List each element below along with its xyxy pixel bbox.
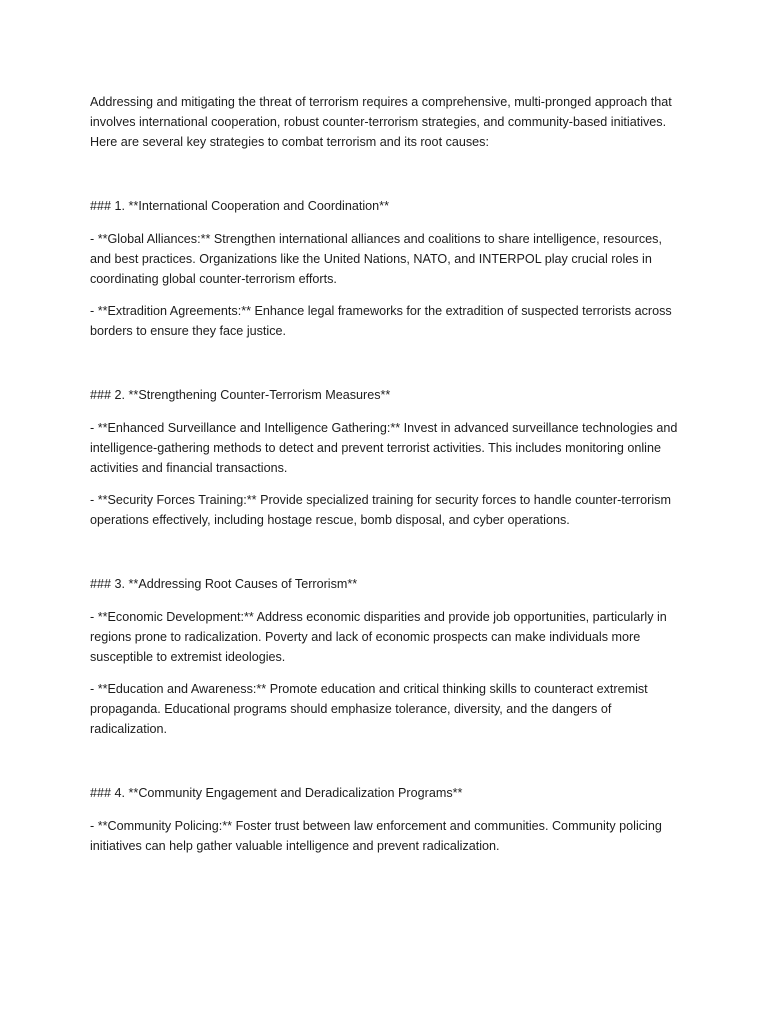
bullet-global-alliances: - **Global Alliances:** Strengthen international alliances and coalitions to share intelligence, resources, and best practices. Organizations like the United Nations, NATO, and INTERPOL play crucial roles in coordinating global counter-terrorism efforts.: [90, 232, 662, 286]
document-body: [90, 92, 680, 856]
section-heading-3: ### 3. **Addressing Root Causes of Terrorism**: [90, 577, 358, 591]
bullet-education-awareness: - **Education and Awareness:** Promote education and critical thinking skills to counteract extremist propaganda. Educational programs should emphasize tolerance, diversity, and the dangers of radicalization.: [90, 682, 648, 736]
section-heading-4: ### 4. **Community Engagement and Deradicalization Programs**: [90, 786, 463, 800]
bullet-extradition-agreements: - **Extradition Agreements:** Enhance legal frameworks for the extradition of suspected terrorists across borders to ensure they face justice.: [90, 304, 672, 338]
section-heading-1: ### 1. **International Cooperation and Coordination**: [90, 199, 389, 213]
bullet-community-policing: - **Community Policing:** Foster trust between law enforcement and communities. Community policing initiatives can help gather valuable intelligence and prevent radicalization.: [90, 819, 662, 853]
intro-paragraph: Addressing and mitigating the threat of terrorism requires a comprehensive, multi-pronged approach that involves international cooperation, robust counter-terrorism strategies, and community-based initiatives. Here are several key strategies to combat terrorism and its root causes:: [90, 95, 672, 149]
section-heading-2: ### 2. **Strengthening Counter-Terrorism Measures**: [90, 388, 391, 402]
bullet-economic-development: - **Economic Development:** Address economic disparities and provide job opportunities, particularly in regions prone to radicalization. Poverty and lack of economic prospects can make individuals more susceptible to extremist ideologies.: [90, 610, 667, 664]
bullet-security-forces-training: - **Security Forces Training:** Provide specialized training for security forces to handle counter-terrorism operations effectively, including hostage rescue, bomb disposal, and cyber operations.: [90, 493, 671, 527]
bullet-enhanced-surveillance: - **Enhanced Surveillance and Intelligence Gathering:** Invest in advanced surveillance technologies and intelligence-gathering methods to detect and prevent terrorist activities. This includes monitoring online activities and financial transactions.: [90, 421, 678, 475]
